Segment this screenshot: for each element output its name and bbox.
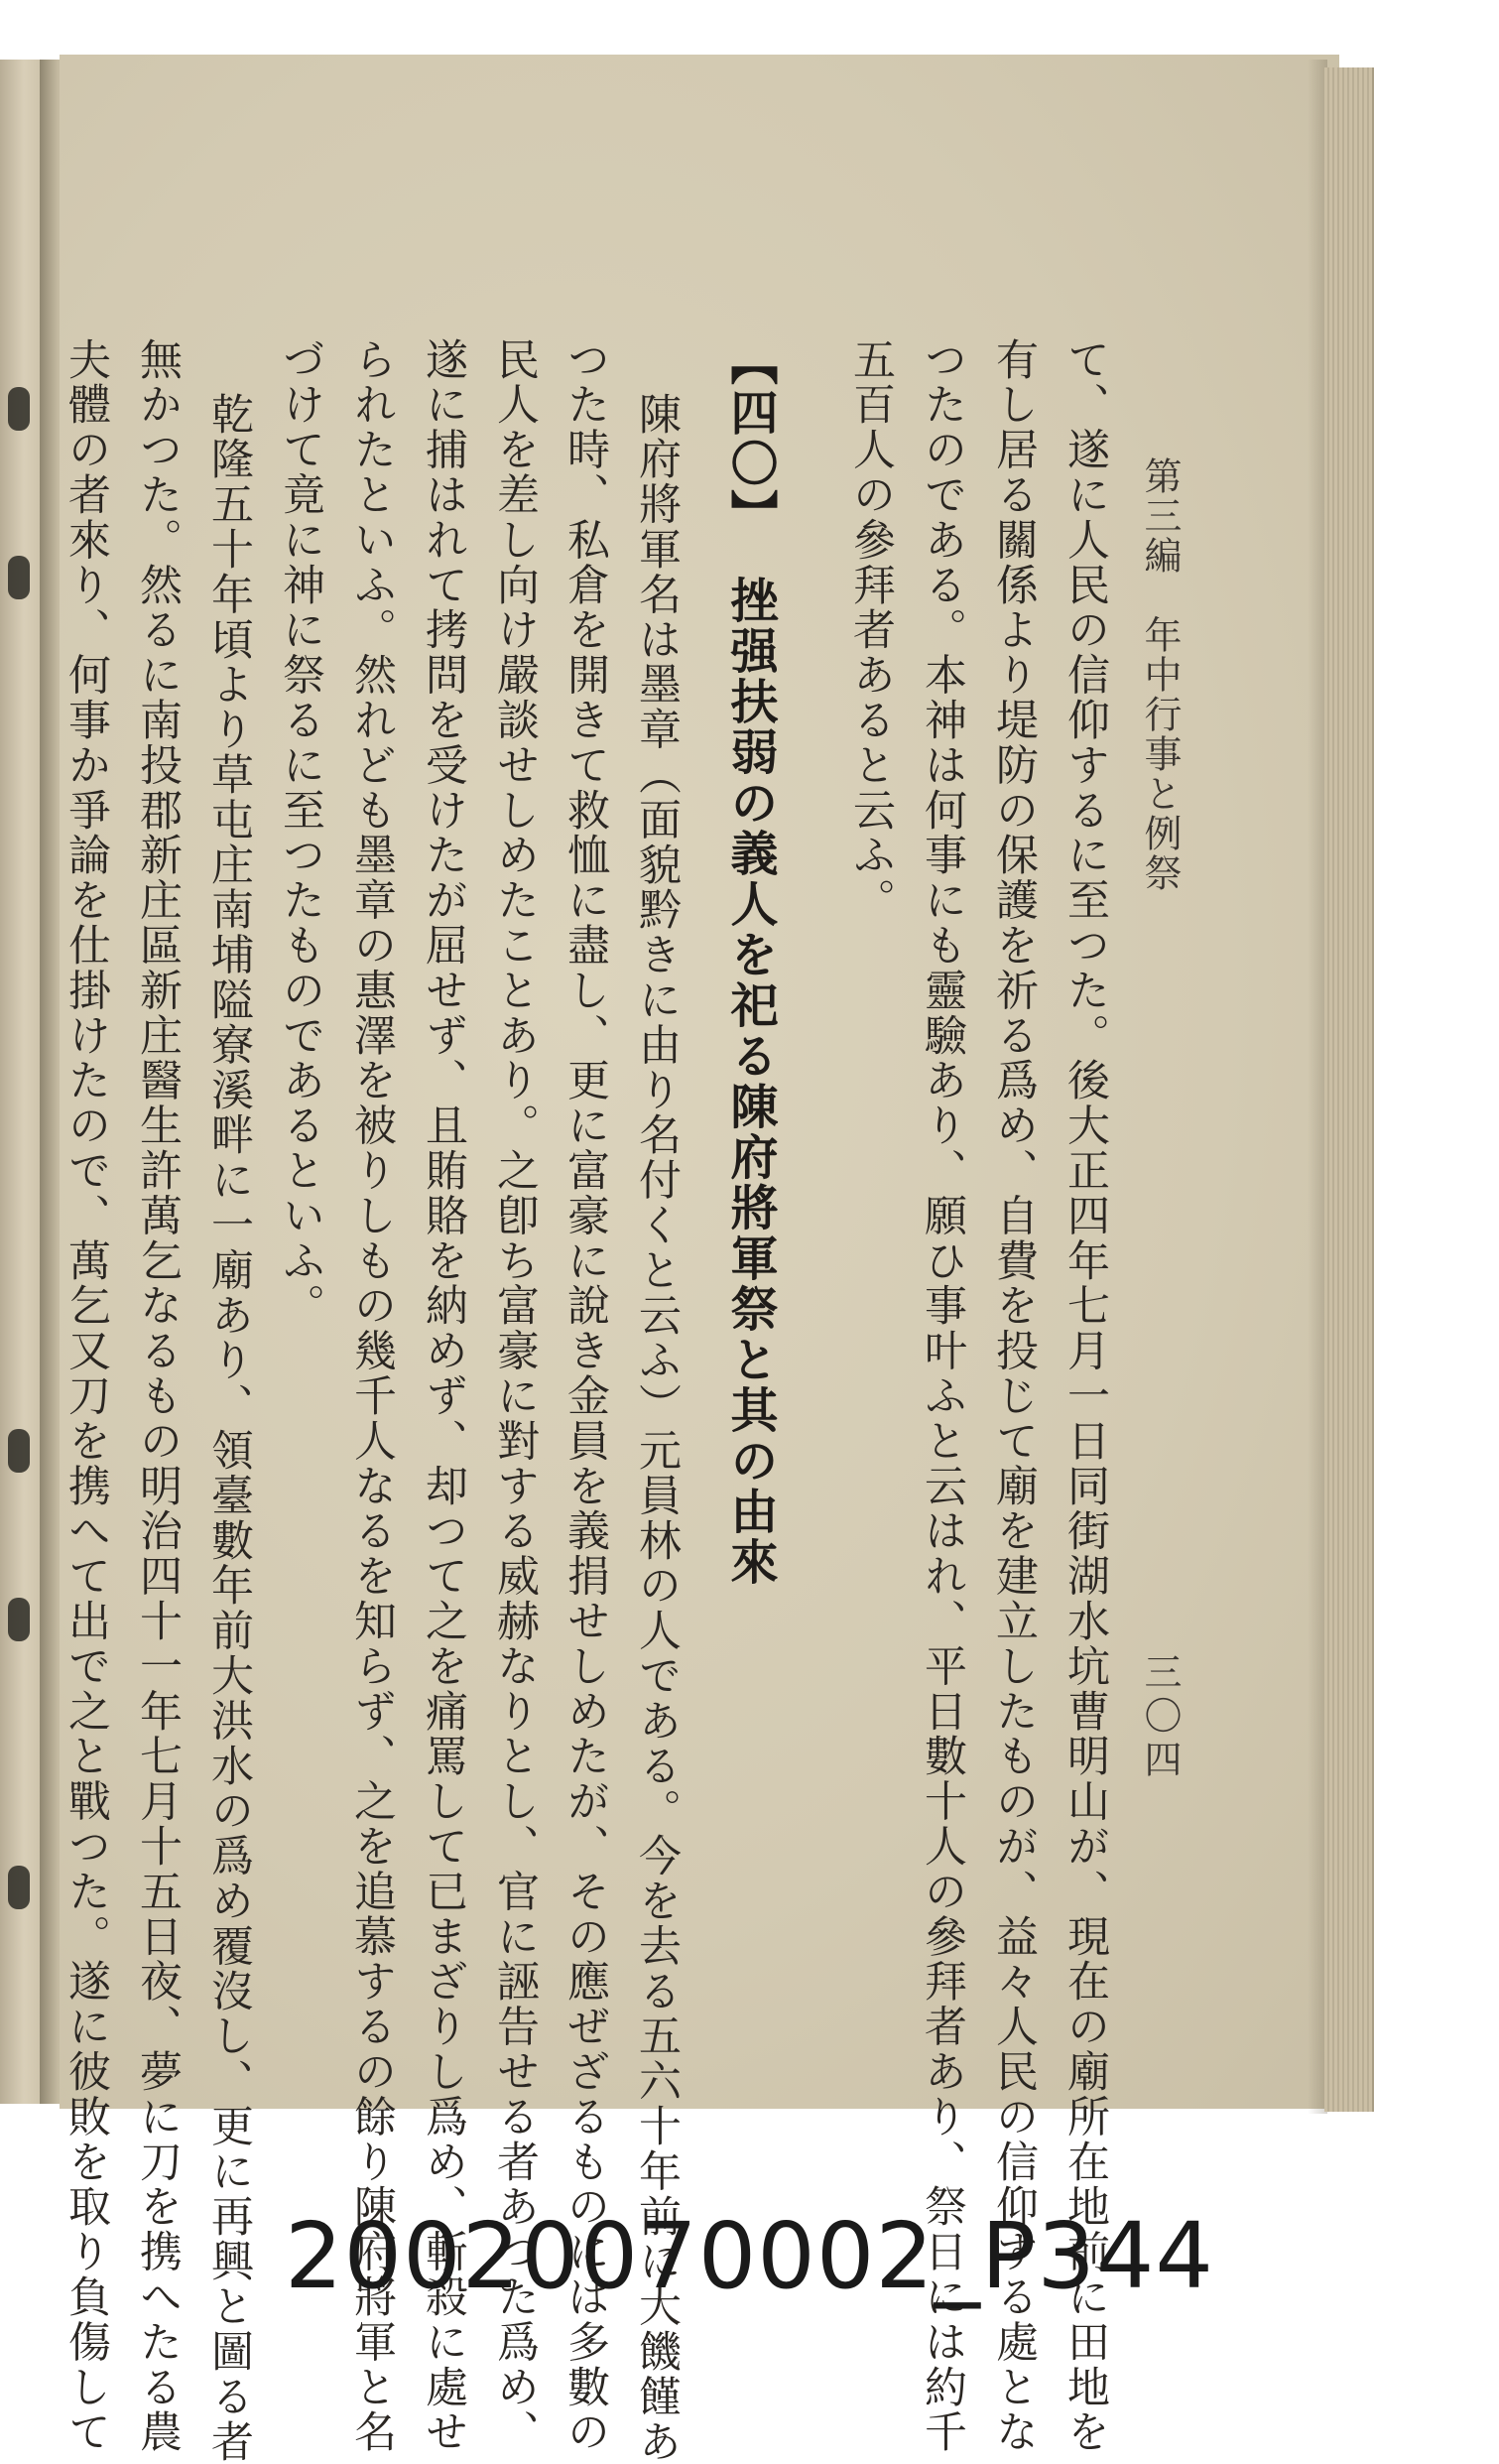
- section-number: 【四〇】: [722, 337, 778, 540]
- text-column: 無かつた。然るに南投郡新庄區新庄醫生許萬乞なるもの明治四十一年七月十五日夜、夢に刀を携へたる農: [133, 337, 183, 2455]
- text-column: 乾隆五十年頃より草屯庄南埔隘寮溪畔に一廟あり、領臺數年前大洪水の爲め覆沒し、更に再興と圖る者: [204, 392, 254, 2464]
- text-column: 民人を差し向け嚴談せしめたことあり。之卽ち富豪に對する威赫なりとし、官に誣告せる者あつた爲め、: [490, 337, 540, 2455]
- previous-page-edge: [0, 60, 40, 2104]
- section-title: 挫强扶弱の義人を祀る陳府將軍祭と其の由來: [722, 576, 778, 1588]
- text-column: つたのである。本神は何事にも靈驗あり、願ひ事叶ふと云はれ、平日數十人の參拜者あり、祭日には約千: [918, 337, 967, 2455]
- text-column: 有し居る關係より堤防の保護を祈る爲め、自費を投じて廟を建立したものが、益々人民の信仰する處とな: [989, 337, 1039, 2455]
- text-column: 遂に捕はれて拷問を受けたが屈せず、且賄賂を納めず、却つて之を痛罵して已まざりし爲め、斬殺に處せ: [419, 337, 468, 2455]
- text-column: 夫體の者來り、何事か爭論を仕掛けたので、萬乞又刀を携へて出で之と戰つた。遂に彼敗を取り負傷して: [62, 337, 111, 2455]
- page-number: 三〇四: [1138, 1652, 1182, 1783]
- image-id-caption: 20020070002_P344: [285, 2203, 1214, 2309]
- text-column: られたといふ。然れども墨章の惠澤を被りしもの幾千人なるを知らず、之を追慕するの餘り陳府將軍と名: [347, 337, 397, 2455]
- page-block-edges: [1324, 67, 1374, 2112]
- text-column: 陳府將軍名は墨章（面貌黔きに由り名付くと云ふ）元員林の人である。今を去る五六十年前に大饑饉あ: [632, 392, 682, 2464]
- text-column: て、遂に人民の信仰するに至つた。後大正四年七月一日同街湖水坑曹明山が、現在の廟所在地前に田地を: [1061, 337, 1110, 2455]
- text-column: つた時、私倉を開きて救恤に盡し、更に富豪に說き金員を義捐せしめたが、その應ぜざるものには多數の: [561, 337, 610, 2455]
- running-head: 第三編 年中行事と例祭: [1138, 456, 1182, 893]
- text-column: づけて竟に神に祭るに至つたものであるといふ。: [276, 337, 325, 1329]
- text-column: 五百人の參拜者あると云ふ。: [846, 337, 896, 924]
- section-heading: [722, 337, 778, 1588]
